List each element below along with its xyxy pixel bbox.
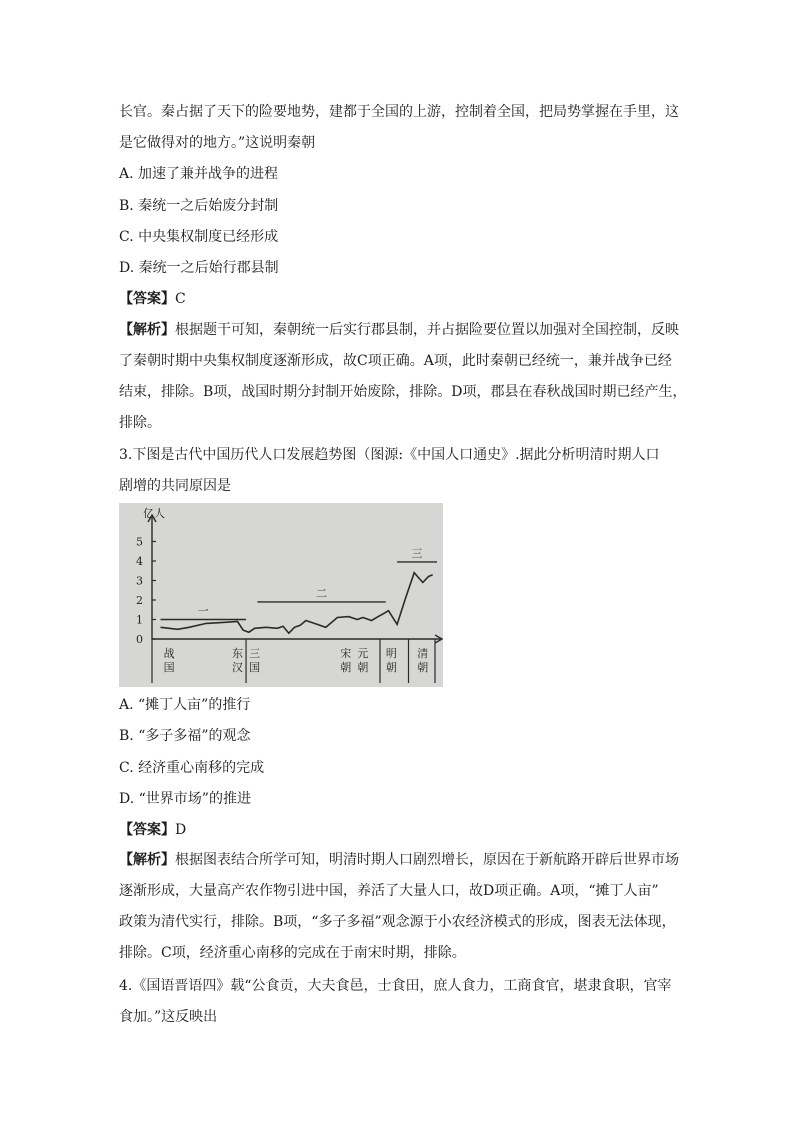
q4-stem-line: 食加。”这反映出 bbox=[119, 1009, 218, 1025]
q2-analysis-line: 了秦朝时期中央集权制度逐渐形成，故C项正确。A项，此时秦朝已经统一，兼并战争已经 bbox=[119, 353, 672, 369]
answer-label: 【答案】 bbox=[119, 822, 175, 838]
y-tick-label: 4 bbox=[136, 555, 143, 568]
q3-analysis-line: 【解析】根据图表结合所学可知，明清时期人口剧烈增长，原因在于新航路开辟后世界市场 bbox=[119, 852, 679, 868]
x-tick-label: 汉 bbox=[232, 661, 243, 674]
q3-option-c: C. 经济重心南移的完成 bbox=[119, 760, 265, 776]
y-tick-label: 2 bbox=[136, 594, 143, 607]
stage-label: 二 bbox=[316, 586, 328, 600]
q2-answer bbox=[119, 289, 186, 309]
q3-analysis-line: 排除。C项，经济重心南移的完成在于南宋时期，排除。 bbox=[119, 945, 466, 961]
q2-stem bbox=[119, 97, 679, 159]
population-series-line bbox=[161, 573, 433, 634]
q2-analysis-line: 结束，排除。B项，战国时期分封制开始废除，排除。D项，郡县在春秋战国时期已经产生， bbox=[119, 384, 687, 400]
q3-answer bbox=[119, 820, 186, 840]
q2-analysis-line: 【解析】根据题干可知，秦朝统一后实行郡县制，并占据险要位置以加强对全国控制，反映 bbox=[119, 322, 679, 338]
x-tick-label: 清 bbox=[417, 647, 429, 660]
q3-stem bbox=[119, 440, 679, 502]
q2-analysis bbox=[119, 315, 687, 439]
q3-analysis-line: 政策为清代实行，排除。B项，“多子多福”观念源于小农经济模式的形成，图表无法体现， bbox=[119, 914, 676, 930]
x-tick-label: 朝 bbox=[385, 661, 397, 674]
chart-svg bbox=[119, 503, 443, 687]
x-tick-label: 明 bbox=[385, 647, 397, 660]
q4-stem bbox=[119, 971, 679, 1033]
x-tick-labels bbox=[164, 646, 429, 674]
x-tick-label: 朝 bbox=[340, 661, 352, 674]
q2-option-b: B. 秦统一之后始废分封制 bbox=[119, 198, 279, 214]
y-tick-label: 1 bbox=[136, 613, 143, 627]
x-tick-label: 朝 bbox=[357, 661, 369, 674]
answer-value: C bbox=[175, 291, 186, 307]
stage-markers bbox=[161, 547, 437, 620]
answer-label: 【答案】 bbox=[119, 291, 175, 307]
q2-stem-line: 长官。秦占据了天下的险要地势，建都于全国的上游，控制着全国，把局势掌握在手里，这 bbox=[119, 104, 679, 120]
x-tick-label: 宋 bbox=[340, 647, 352, 660]
y-ticks bbox=[136, 536, 156, 647]
q3-analysis bbox=[119, 845, 679, 969]
x-tick-label: 朝 bbox=[417, 661, 429, 674]
q2-option-c: C. 中央集权制度已经形成 bbox=[119, 229, 279, 245]
stage-label: 三 bbox=[411, 546, 423, 560]
y-tick-label: 5 bbox=[136, 535, 143, 549]
analysis-label: 【解析】 bbox=[119, 322, 175, 338]
y-axis-label: 亿人 bbox=[143, 507, 165, 520]
q3-stem-line: 3.下图是古代中国历代人口发展趋势图（图源:《中国人口通史》.据此分析明清时期人口 bbox=[119, 447, 660, 463]
q3-option-b: B. “多子多福”的观念 bbox=[119, 728, 251, 744]
q2-analysis-line: 排除。 bbox=[119, 415, 161, 431]
analysis-label: 【解析】 bbox=[119, 852, 175, 868]
x-tick-label: 国 bbox=[249, 661, 261, 674]
x-tick-label: 战 bbox=[163, 647, 175, 660]
q3-stem-line: 剧增的共同原因是 bbox=[119, 478, 231, 494]
series-lines bbox=[161, 573, 433, 634]
answer-value: D bbox=[175, 822, 187, 838]
q4-stem-line: 4.《国语晋语四》载“公食贡，大夫食邑，士食田，庶人食力，工商食官，堪隶食职，官宰 bbox=[119, 978, 672, 994]
y-tick-label: 3 bbox=[136, 574, 143, 588]
q3-analysis-line: 逐渐形成，大量高产农作物引进中国，养活了大量人口，故D项正确。A项，“摊丁人亩” bbox=[119, 883, 659, 899]
stage-label: 一 bbox=[197, 604, 209, 618]
q2-option-a: A. 加速了兼并战争的进程 bbox=[119, 166, 279, 182]
q2-option-d: D. 秦统一之后始行郡县制 bbox=[119, 260, 279, 276]
x-tick-label: 东 bbox=[232, 647, 243, 660]
x-tick-label: 三 bbox=[249, 647, 261, 660]
q2-stem-line: 是它做得对的地方。”这说明秦朝 bbox=[119, 135, 316, 151]
x-tick-label: 元 bbox=[357, 647, 369, 660]
y-tick-label: 0 bbox=[136, 633, 143, 646]
q3-option-a: A. “摊丁人亩”的推行 bbox=[119, 697, 251, 713]
q3-option-d: D. “世界市场”的推进 bbox=[119, 791, 251, 807]
x-tick-label: 国 bbox=[163, 661, 175, 674]
population-trend-chart bbox=[119, 503, 443, 687]
